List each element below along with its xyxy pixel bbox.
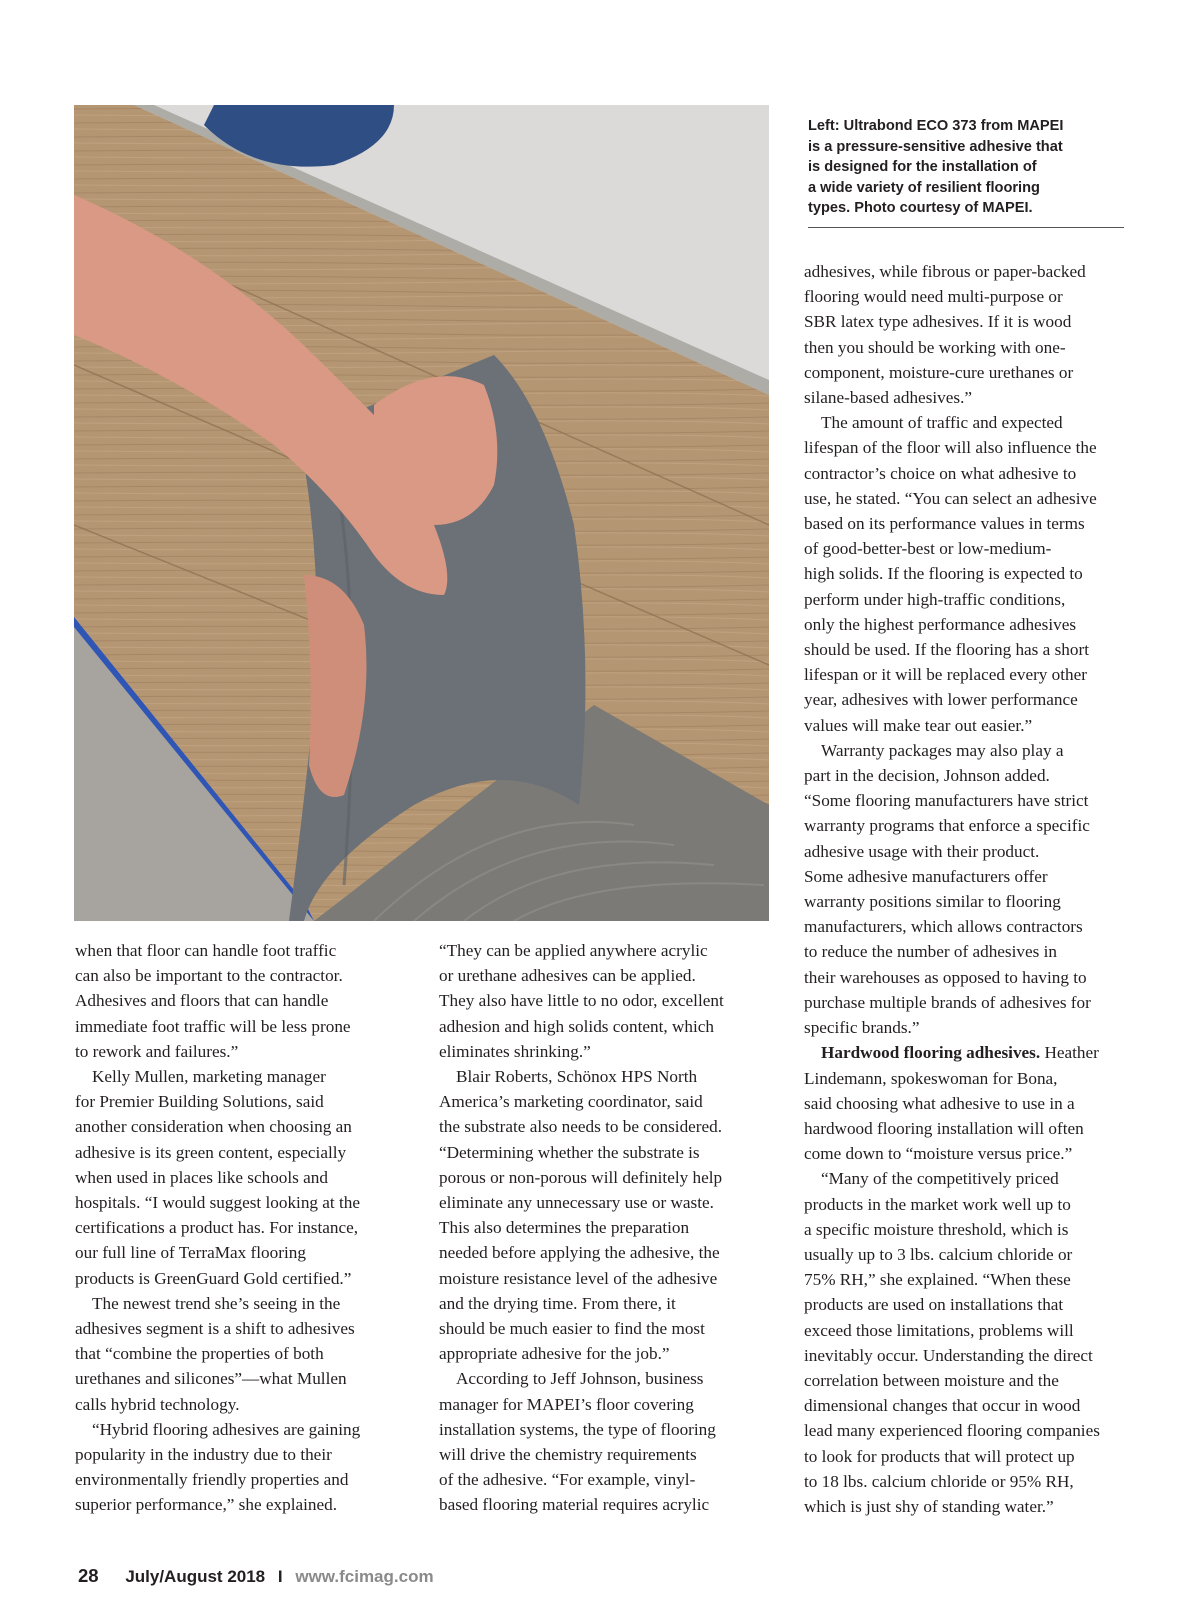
text-line: their warehouses as opposed to having to [804, 967, 1087, 987]
text-line: needed before applying the adhesive, the [439, 1243, 720, 1263]
text-line: Warranty packages may also play a [821, 740, 1064, 760]
text-line: said choosing what adhesive to use in a [804, 1093, 1075, 1113]
paragraph [75, 938, 405, 1064]
hand [374, 376, 497, 525]
text-line: adhesives segment is a shift to adhesives [75, 1319, 355, 1339]
text-line: the substrate also needs to be considered. [439, 1117, 723, 1137]
text-line: correlation between moisture and the [804, 1370, 1059, 1390]
paragraph [439, 1064, 775, 1366]
text-line: of the adhesive. “For example, vinyl- [439, 1470, 696, 1490]
text-line: for Premier Building Solutions, said [75, 1092, 324, 1112]
text-line: appropriate adhesive for the job.” [439, 1344, 670, 1364]
text-line: porous or non-porous will definitely help [439, 1167, 723, 1187]
text-line: to reduce the number of adhesives in [804, 942, 1057, 962]
paragraph [804, 410, 1134, 738]
text-line: and the drying time. From there, it [439, 1293, 676, 1313]
text-line: adhesive usage with their product. [804, 841, 1040, 861]
text-line: our full line of TerraMax flooring [75, 1243, 306, 1263]
text-line: to look for products that will protect up [804, 1446, 1075, 1466]
page-footer [78, 1565, 434, 1587]
text-line: values will make tear out easier.” [804, 715, 1033, 735]
issue-date: July/August 2018 [125, 1567, 266, 1586]
text-line: superior performance,” she explained. [75, 1495, 337, 1515]
text-line: “Determining whether the substrate is [439, 1142, 700, 1162]
text-line: adhesive is its green content, especially [75, 1142, 347, 1162]
article-column-2 [439, 938, 775, 1518]
text-line: Heather [1040, 1043, 1099, 1063]
text-line: SBR latex type adhesives. If it is wood [804, 312, 1072, 332]
section-subhead: Hardwood flooring adhesives. [821, 1043, 1041, 1063]
text-line: exceed those limitations, problems will [804, 1320, 1074, 1340]
text-line: lifespan or it will be replaced every other [804, 665, 1087, 685]
text-line: which is just shy of standing water.” [804, 1496, 1054, 1516]
text-line: purchase multiple brands of adhesives for [804, 992, 1091, 1012]
paragraph [804, 259, 1134, 410]
text-line: when that floor can handle foot traffic [75, 941, 337, 960]
subhead-paragraph [804, 1040, 1134, 1166]
text-line: will drive the chemistry requirements [439, 1445, 697, 1465]
text-line: a specific moisture threshold, which is [804, 1219, 1069, 1239]
text-line: 75% RH,” she explained. “When these [804, 1270, 1071, 1290]
article-column-1 [75, 938, 405, 1518]
website-url[interactable]: www.fcimag.com [295, 1567, 434, 1586]
text-line: of good-better-best or low-medium- [804, 539, 1052, 559]
text-line: hospitals. “I would suggest looking at the [75, 1193, 360, 1213]
text-line: when used in places like schools and [75, 1167, 328, 1187]
text-line: “Many of the competitively priced [821, 1169, 1059, 1189]
text-line: eliminates shrinking.” [439, 1041, 591, 1061]
paragraph [804, 1166, 1134, 1519]
text-line: warranty programs that enforce a specific [804, 816, 1090, 836]
paragraph [439, 938, 775, 1064]
text-line: Some adhesive manufacturers offer [804, 866, 1048, 886]
text-line: warranty positions similar to flooring [804, 892, 1061, 912]
paragraph [804, 738, 1134, 1040]
text-line: silane-based adhesives.” [804, 388, 972, 408]
caption-divider [808, 227, 1124, 228]
text-line: dimensional changes that occur in wood [804, 1396, 1081, 1416]
caption-line: Left: Ultrabond ECO 373 from MAPEI [808, 118, 1064, 134]
text-line: part in the decision, Johnson added. [804, 766, 1050, 786]
text-line: year, adhesives with lower performance [804, 690, 1078, 710]
paragraph [75, 1291, 405, 1417]
text-line: usually up to 3 lbs. calcium chloride or [804, 1244, 1073, 1264]
text-line: Blair Roberts, Schönox HPS North [456, 1067, 698, 1087]
text-line: The amount of traffic and expected [821, 413, 1063, 433]
text-line: Kelly Mullen, marketing manager [92, 1067, 326, 1087]
text-line: certifications a product has. For instance, [75, 1218, 359, 1238]
text-line: should be used. If the flooring has a short [804, 640, 1089, 660]
text-line: popularity in the industry due to their [75, 1445, 332, 1465]
text-line: based flooring material requires acrylic [439, 1495, 710, 1515]
text-line: hardwood flooring installation will often [804, 1118, 1084, 1138]
text-line: products are used on installations that [804, 1295, 1064, 1315]
text-line: moisture resistance level of the adhesive [439, 1268, 718, 1288]
text-line: urethanes and silicones”—what Mullen [75, 1369, 347, 1389]
footer-separator: I [277, 1567, 283, 1586]
caption-line: is a pressure-sensitive adhesive that [808, 138, 1063, 155]
text-line: immediate foot traffic will be less prone [75, 1016, 351, 1036]
text-line: should be much easier to find the most [439, 1319, 705, 1339]
text-line: manager for MAPEI’s floor covering [439, 1394, 694, 1414]
text-line: to rework and failures.” [75, 1041, 239, 1061]
photo-caption [808, 116, 1124, 219]
article-photo [74, 105, 769, 921]
text-line: lifespan of the floor will also influence the [804, 438, 1097, 458]
text-line: contractor’s choice on what adhesive to [804, 463, 1077, 483]
text-line: calls hybrid technology. [75, 1394, 240, 1414]
text-line: use, he stated. “You can select an adhesive [804, 488, 1097, 508]
text-line: America’s marketing coordinator, said [439, 1092, 703, 1112]
text-line: Lindemann, spokeswoman for Bona, [804, 1068, 1058, 1088]
caption-line: types. Photo courtesy of MAPEI. [808, 200, 1033, 216]
paragraph [75, 1417, 405, 1518]
photo-illustration [74, 105, 769, 921]
text-line: based on its performance values in terms [804, 514, 1085, 534]
text-line: to 18 lbs. calcium chloride or 95% RH, [804, 1471, 1074, 1491]
text-line: specific brands.” [804, 1018, 920, 1038]
text-line: The newest trend she’s seeing in the [92, 1293, 341, 1313]
paragraph [75, 1064, 405, 1291]
text-line: “They can be applied anywhere acrylic [439, 941, 708, 960]
text-line: another consideration when choosing an [75, 1117, 352, 1137]
text-line: perform under high-traffic conditions, [804, 589, 1066, 609]
text-line: installation systems, the type of flooring [439, 1419, 716, 1439]
text-line: adhesives, while fibrous or paper-backed [804, 262, 1086, 281]
text-line: can also be important to the contractor. [75, 966, 343, 986]
text-line: or urethane adhesives can be applied. [439, 966, 696, 986]
article-column-3 [804, 259, 1134, 1519]
text-line: “Hybrid flooring adhesives are gaining [92, 1419, 361, 1439]
text-line: products is GreenGuard Gold certified.” [75, 1268, 352, 1288]
paragraph [439, 1366, 775, 1517]
text-line: lead many experienced flooring companies [804, 1421, 1100, 1441]
text-line: component, moisture-cure urethanes or [804, 362, 1074, 382]
text-line: adhesion and high solids content, which [439, 1016, 714, 1036]
caption-line: is designed for the installation of [808, 159, 1037, 175]
text-line: products in the market work well up to [804, 1194, 1071, 1214]
text-line: that “combine the properties of both [75, 1344, 324, 1364]
text-line: environmentally friendly properties and [75, 1470, 349, 1490]
text-line: high solids. If the flooring is expected to [804, 564, 1083, 584]
text-line: Adhesives and floors that can handle [75, 991, 329, 1011]
text-line: then you should be working with one- [804, 337, 1066, 357]
text-line: This also determines the preparation [439, 1218, 690, 1238]
text-line: manufacturers, which allows contractors [804, 917, 1083, 937]
text-line: inevitably occur. Understanding the direct [804, 1345, 1093, 1365]
text-line: “Some flooring manufacturers have strict [804, 791, 1089, 811]
text-line: only the highest performance adhesives [804, 614, 1077, 634]
page-number: 28 [78, 1565, 99, 1586]
text-line: come down to “moisture versus price.” [804, 1144, 1073, 1164]
caption-line: a wide variety of resilient flooring [808, 179, 1040, 196]
text-line: They also have little to no odor, excellent [439, 991, 724, 1011]
text-line: flooring would need multi-purpose or [804, 287, 1063, 307]
text-line: According to Jeff Johnson, business [456, 1369, 704, 1389]
text-line: eliminate any unnecessary use or waste. [439, 1193, 714, 1213]
